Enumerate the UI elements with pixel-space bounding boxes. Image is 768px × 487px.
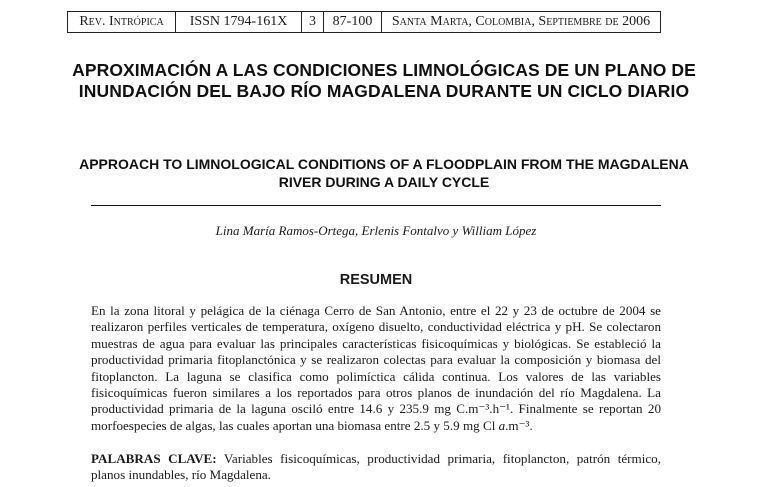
abstract-main-text: En la zona litoral y pelágica de la ciénaga Cerro de San Antonio, entre el 22 y 23 de octubre de 2004 se realizaron perfiles verticales de temperatura, oxígeno disuelto, conductividad eléctrica y pH. Se colectaron muestras de agua para evaluar las principales características fisicoquímicas y biológicas. Se estableció la productividad primaria fitoplanctónica y se realizaron colectas para evaluar la composición y biomasa del fitoplancton. La laguna se clasifica como polimíctica cálida continua. Los valores de las variables fisicoquímicas fueron similares a los reportados para otros planos de inundación del río Magdalena. La productividad primaria de la laguna osciló entre 14.6 y 235.9 mg C.m⁻³.h⁻¹. Finalmente se reportan 20 morfoespecies de algas, las cuales aportan una biomasa entre 2.5 y 5.9 mg Cl — [91, 303, 661, 433]
keywords — [91, 451, 661, 484]
divider — [91, 205, 661, 206]
issn: ISSN 1794-161X — [176, 12, 302, 32]
abstract-body — [91, 303, 661, 434]
abstract-end-text: .m⁻³. — [505, 417, 533, 433]
place-date: Santa Marta, Colombia, Septiembre de 2006 — [391, 14, 651, 29]
keywords-label: PALABRAS CLAVE: — [91, 451, 217, 466]
resumen-heading: RESUMEN — [339, 272, 413, 288]
title-english: APPROACH TO LIMNOLOGICAL CONDITIONS OF A FLOODPLAIN FROM THE MAGDALENA RIVER DURING A DAILY CYCLE — [79, 156, 689, 190]
title-spanish: APROXIMACIÓN A LAS CONDICIONES LIMNOLÓGICAS DE UN PLANO DE INUNDACIÓN DEL BAJO RÍO MAGDALENA DURANTE UN CICLO DIARIO — [72, 60, 696, 101]
abstract-italic-text: a — [498, 417, 506, 433]
journal-header — [67, 11, 661, 33]
keywords-text: Variables fisicoquímicas, productividad primaria, fitoplancton, patrón térmico, planos inundables, río Magdalena. — [91, 451, 661, 483]
volume: 3 — [302, 12, 324, 32]
journal-name: Rev. Intrópica — [68, 12, 176, 32]
pages: 87-100 — [324, 12, 382, 32]
authors: Lina María Ramos-Ortega, Erlenis Fontalvo y William López — [215, 223, 537, 238]
